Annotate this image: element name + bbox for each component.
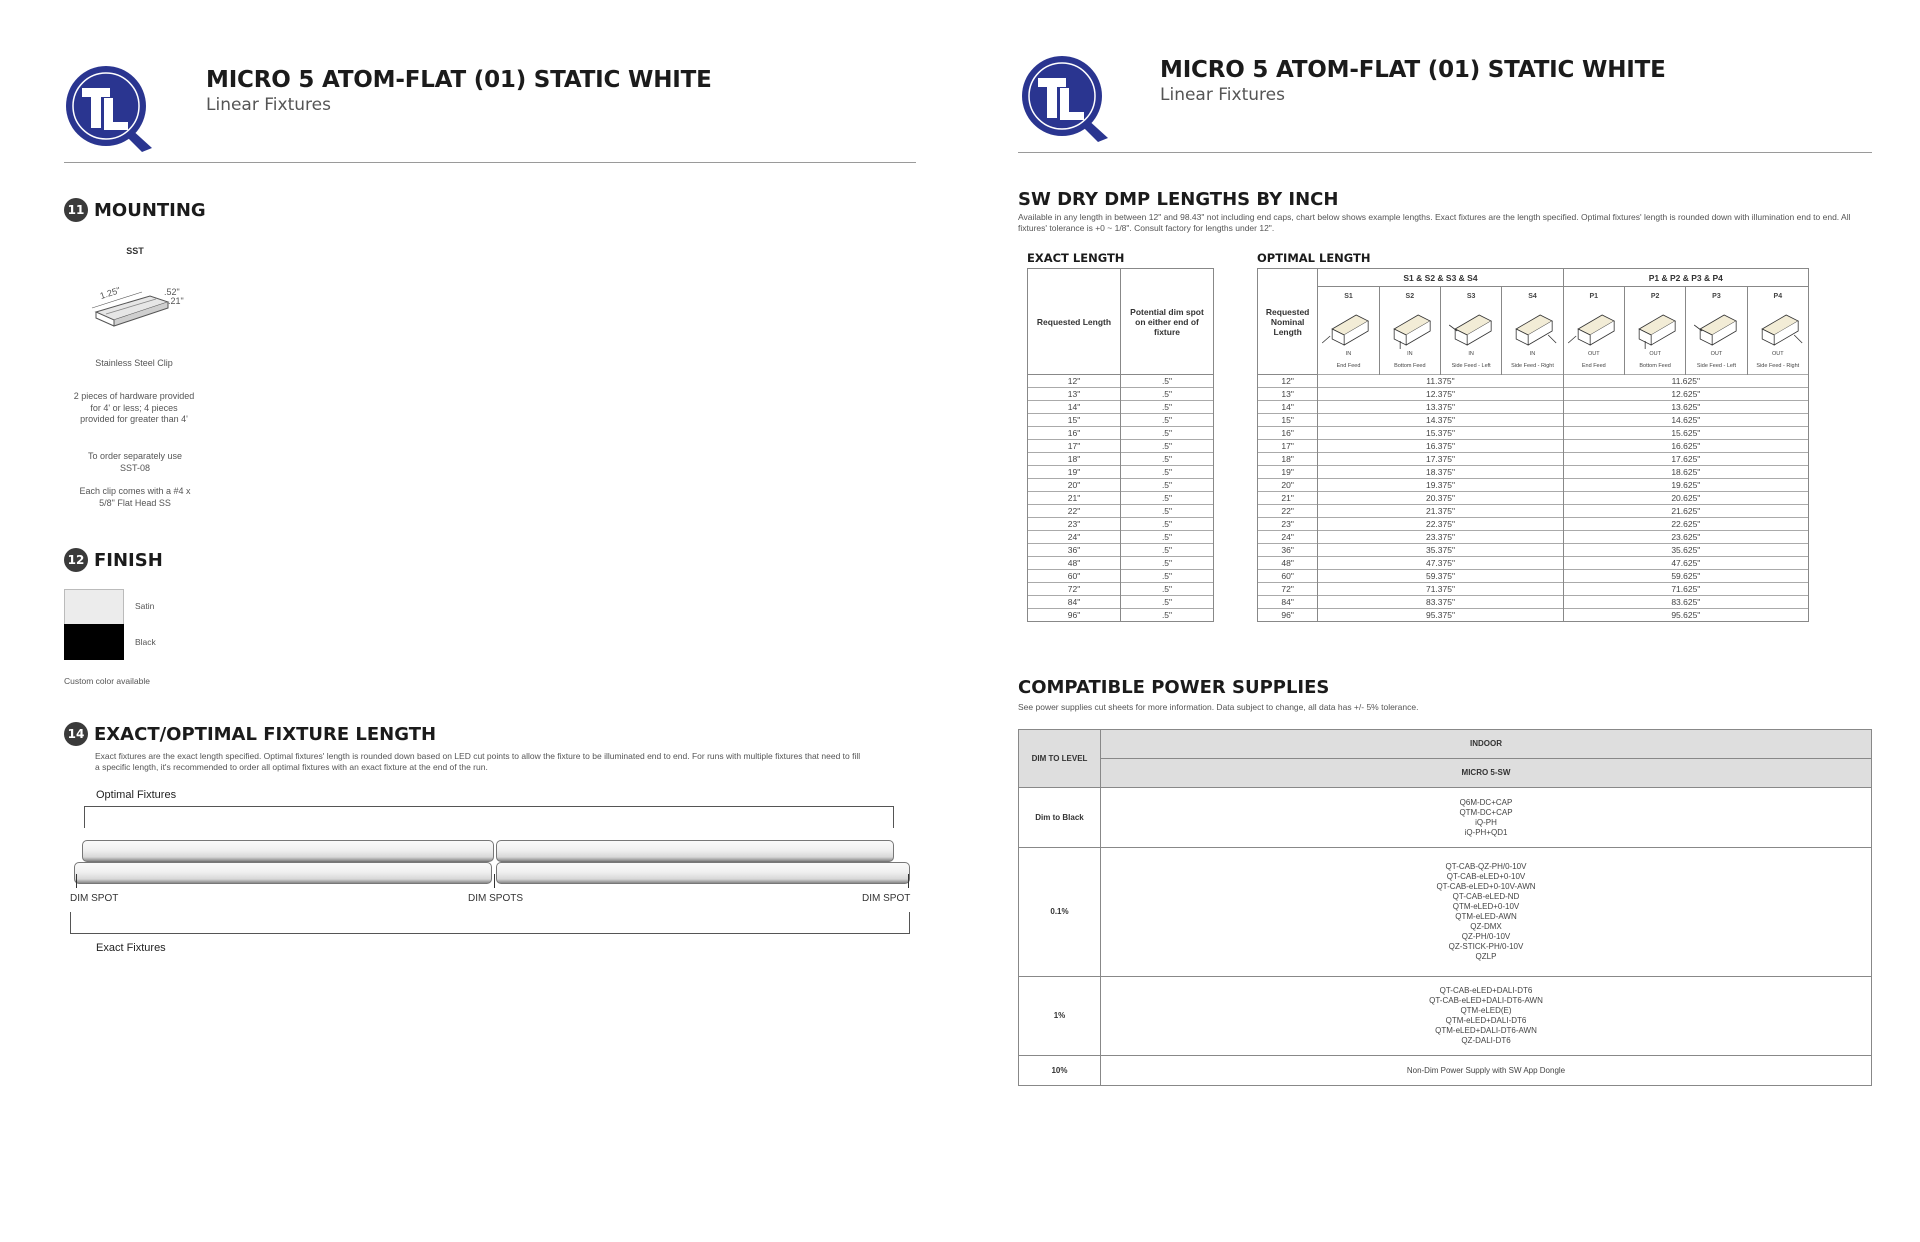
col-dim-spot: Potential dim spot on either end of fixture <box>1121 269 1214 375</box>
table-row <box>1258 570 1809 583</box>
optimal-fixture-2 <box>496 840 894 862</box>
table-row <box>1028 414 1214 427</box>
dim-spot-cell: .5" <box>1121 570 1214 583</box>
section-number: 14 <box>64 722 88 746</box>
dim-spot-cell: .5" <box>1121 388 1214 401</box>
power-supply-item: QZLP <box>1475 952 1497 961</box>
dim-level-cell: 1% <box>1019 977 1101 1056</box>
table-row <box>1028 427 1214 440</box>
section-number: 12 <box>64 548 88 572</box>
requested-length-cell: 24" <box>1028 531 1121 544</box>
nominal-length-cell: 15" <box>1258 414 1318 427</box>
feed-in-label: OUT <box>1649 351 1661 357</box>
col-dim-level: DIM TO LEVEL <box>1019 730 1101 788</box>
col-indoor: INDOOR <box>1101 730 1872 759</box>
group-p-header: P1 & P2 & P3 & P4 <box>1563 269 1808 287</box>
p-length-cell: 21.625" <box>1563 505 1808 518</box>
s-length-cell: 19.375" <box>1318 479 1563 492</box>
power-supply-item: QZ-PH/0-10V <box>1461 932 1511 941</box>
table-row <box>1258 401 1809 414</box>
custom-color-note: Custom color available <box>64 676 150 686</box>
dim-marker-left <box>76 874 77 888</box>
feed-in-label: IN <box>1468 351 1474 357</box>
feed-icon-s-1 <box>1318 287 1379 375</box>
black-swatch <box>64 624 124 660</box>
exact-label: Exact Fixtures <box>96 942 166 954</box>
dim-spot-cell: .5" <box>1121 596 1214 609</box>
power-supply-item: QZ-DMX <box>1470 922 1502 931</box>
requested-length-cell: 15" <box>1028 414 1121 427</box>
nominal-length-cell: 22" <box>1258 505 1318 518</box>
table-row <box>1028 505 1214 518</box>
feed-caption: Side Feed - Right <box>1511 363 1554 369</box>
requested-length-cell: 19" <box>1028 466 1121 479</box>
fixture-box-icon <box>1686 303 1746 351</box>
power-supply-item: QTM-DC+CAP <box>1459 807 1513 817</box>
table-row <box>1258 427 1809 440</box>
table-row <box>1258 505 1809 518</box>
feed-code: S2 <box>1405 293 1415 300</box>
nominal-length-cell: 84" <box>1258 596 1318 609</box>
table-row <box>1028 492 1214 505</box>
p-length-cell: 20.625" <box>1563 492 1808 505</box>
satin-label: Satin <box>135 601 155 611</box>
table-row <box>1028 401 1214 414</box>
hardware-note: 2 pieces of hardware provided for 4' or less; 4 pieces provided for greater than 4' <box>73 391 195 425</box>
s-length-cell: 23.375" <box>1318 531 1563 544</box>
power-supply-list <box>1101 1056 1872 1086</box>
p-length-cell: 83.625" <box>1563 596 1808 609</box>
requested-length-cell: 14" <box>1028 401 1121 414</box>
dim-spot-cell: .5" <box>1121 492 1214 505</box>
col-requested-length: Requested Length <box>1028 269 1121 375</box>
power-supply-list <box>1101 788 1872 848</box>
nominal-length-cell: 19" <box>1258 466 1318 479</box>
dim-level-cell: 0.1% <box>1019 848 1101 977</box>
table-row <box>1028 440 1214 453</box>
dim-spot-cell: .5" <box>1121 401 1214 414</box>
nominal-length-cell: 24" <box>1258 531 1318 544</box>
page-title: MICRO 5 ATOM-FLAT (01) STATIC WHITE <box>206 67 712 93</box>
fixture-box-icon <box>1380 303 1440 351</box>
dim-spots-mid-label: DIM SPOTS <box>468 893 524 904</box>
table-row <box>1028 609 1214 622</box>
power-supply-item: Q6M-DC+CAP <box>1459 797 1513 807</box>
table-row <box>1258 531 1809 544</box>
requested-length-cell: 84" <box>1028 596 1121 609</box>
p-length-cell: 14.625" <box>1563 414 1808 427</box>
power-supply-item: QT-CAB-eLED-ND <box>1452 892 1520 901</box>
exact-fixture-2 <box>496 862 910 884</box>
requested-length-cell: 23" <box>1028 518 1121 531</box>
feed-icon-p-1 <box>1563 287 1624 375</box>
power-supply-item: QZ-STICK-PH/0-10V <box>1448 942 1524 951</box>
dim-spot-cell: .5" <box>1121 531 1214 544</box>
requested-length-cell: 48" <box>1028 557 1121 570</box>
table-row <box>1258 596 1809 609</box>
table-row <box>1258 414 1809 427</box>
table-row <box>1028 583 1214 596</box>
lengths-heading: SW DRY DMP LENGTHS BY INCH <box>1018 189 1339 210</box>
s-length-cell: 17.375" <box>1318 453 1563 466</box>
requested-length-cell: 16" <box>1028 427 1121 440</box>
nominal-length-cell: 36" <box>1258 544 1318 557</box>
feed-caption: Bottom Feed <box>1639 363 1671 369</box>
clip-name: Stainless Steel Clip <box>95 358 173 368</box>
s-length-cell: 12.375" <box>1318 388 1563 401</box>
s-length-cell: 14.375" <box>1318 414 1563 427</box>
feed-in-label: OUT <box>1772 351 1784 357</box>
p-length-cell: 17.625" <box>1563 453 1808 466</box>
requested-length-cell: 72" <box>1028 583 1121 596</box>
table-row <box>1258 557 1809 570</box>
p-length-cell: 47.625" <box>1563 557 1808 570</box>
power-supply-item: iQ-PH <box>1475 817 1497 827</box>
power-row <box>1019 977 1872 1056</box>
p-length-cell: 23.625" <box>1563 531 1808 544</box>
mounting-title: MOUNTING <box>94 199 206 221</box>
s-length-cell: 71.375" <box>1318 583 1563 596</box>
p-length-cell: 19.625" <box>1563 479 1808 492</box>
optimal-length-table <box>1257 268 1809 622</box>
p-length-cell: 11.625" <box>1563 375 1808 388</box>
table-row <box>1258 518 1809 531</box>
table-row <box>1028 518 1214 531</box>
exact-fixture-1 <box>74 862 492 884</box>
p-length-cell: 16.625" <box>1563 440 1808 453</box>
nominal-length-cell: 20" <box>1258 479 1318 492</box>
dim-marker-right <box>908 874 909 888</box>
table-row <box>1028 531 1214 544</box>
p-length-cell: 12.625" <box>1563 388 1808 401</box>
feed-caption: Bottom Feed <box>1394 363 1426 369</box>
dim-spot-cell: .5" <box>1121 375 1214 388</box>
feed-in-label: OUT <box>1587 351 1600 357</box>
s-length-cell: 35.375" <box>1318 544 1563 557</box>
feed-icon-s-3 <box>1440 287 1501 375</box>
power-supply-item: QT-CAB-eLED+DALI-DT6 <box>1439 986 1533 995</box>
exact-bracket <box>70 912 910 934</box>
clip-dim-height: .21" <box>168 296 184 306</box>
table-row <box>1258 375 1809 388</box>
feed-code: P1 <box>1589 293 1599 300</box>
power-supply-item: QT-CAB-eLED+0-10V <box>1446 872 1526 881</box>
power-supply-table <box>1018 729 1872 1086</box>
dim-marker-mid <box>494 874 495 888</box>
table-row <box>1028 544 1214 557</box>
nominal-length-cell: 18" <box>1258 453 1318 466</box>
power-row <box>1019 848 1872 977</box>
feed-code: S1 <box>1344 293 1353 300</box>
dim-spot-cell: .5" <box>1121 609 1214 622</box>
screw-note: Each clip comes with a #4 x 5/8" Flat Head SS <box>79 486 191 508</box>
satin-swatch <box>64 589 124 625</box>
feed-caption: End Feed <box>1336 363 1361 369</box>
power-supply-item: Non-Dim Power Supply with SW App Dongle <box>1406 1065 1566 1075</box>
table-row <box>1028 596 1214 609</box>
feed-icon-p-4 <box>1747 287 1808 375</box>
feed-in-label: OUT <box>1710 351 1723 357</box>
order-note: To order separately use SST-08 <box>87 451 183 473</box>
power-supply-item: QTM-eLED+DALI-DT6-AWN <box>1435 1026 1537 1035</box>
requested-length-cell: 60" <box>1028 570 1121 583</box>
length-heading <box>64 722 436 746</box>
power-supply-item: QZ-DALI-DT6 <box>1461 1036 1511 1045</box>
requested-length-cell: 96" <box>1028 609 1121 622</box>
nominal-length-cell: 13" <box>1258 388 1318 401</box>
table-row <box>1258 388 1809 401</box>
nominal-length-cell: 21" <box>1258 492 1318 505</box>
power-supply-item: QTM-eLED+DALI-DT6 <box>1445 1016 1527 1025</box>
header-divider <box>1018 152 1872 153</box>
p-length-cell: 95.625" <box>1563 609 1808 622</box>
black-label: Black <box>135 637 156 647</box>
fixture-box-icon <box>1502 303 1562 351</box>
nominal-length-cell: 48" <box>1258 557 1318 570</box>
p-length-cell: 35.625" <box>1563 544 1808 557</box>
header-divider <box>64 162 916 163</box>
feed-caption: Side Feed - Right <box>1756 363 1800 369</box>
s-length-cell: 18.375" <box>1318 466 1563 479</box>
requested-length-cell: 13" <box>1028 388 1121 401</box>
s-length-cell: 15.375" <box>1318 427 1563 440</box>
mounting-heading <box>64 198 206 222</box>
table-row <box>1028 453 1214 466</box>
fixture-box-icon <box>1625 303 1685 351</box>
table-row <box>1028 479 1214 492</box>
nominal-length-cell: 14" <box>1258 401 1318 414</box>
power-supply-list <box>1101 848 1872 977</box>
table-row <box>1028 375 1214 388</box>
table-row <box>1028 557 1214 570</box>
s-length-cell: 83.375" <box>1318 596 1563 609</box>
s-length-cell: 95.375" <box>1318 609 1563 622</box>
finish-heading <box>64 548 163 572</box>
dim-spot-cell: .5" <box>1121 557 1214 570</box>
dim-spot-cell: .5" <box>1121 505 1214 518</box>
power-supply-item: QTM-eLED(E) <box>1460 1006 1512 1015</box>
nominal-length-cell: 12" <box>1258 375 1318 388</box>
fixture-box-icon <box>1564 303 1624 351</box>
p-length-cell: 13.625" <box>1563 401 1808 414</box>
nominal-length-cell: 60" <box>1258 570 1318 583</box>
dim-spot-cell: .5" <box>1121 466 1214 479</box>
optimal-label: Optimal Fixtures <box>96 789 177 801</box>
dim-spot-right-label: DIM SPOT <box>862 893 911 904</box>
p-length-cell: 71.625" <box>1563 583 1808 596</box>
page-title: MICRO 5 ATOM-FLAT (01) STATIC WHITE <box>1160 57 1666 83</box>
optimal-fixture-1 <box>82 840 494 862</box>
nominal-length-cell: 23" <box>1258 518 1318 531</box>
clip-dim-width: .52" <box>164 287 180 297</box>
s-length-cell: 59.375" <box>1318 570 1563 583</box>
requested-length-cell: 18" <box>1028 453 1121 466</box>
requested-length-cell: 12" <box>1028 375 1121 388</box>
p-length-cell: 15.625" <box>1563 427 1808 440</box>
feed-icon-s-4 <box>1502 287 1563 375</box>
power-supply-item: QT-CAB-eLED+DALI-DT6-AWN <box>1429 996 1543 1005</box>
feed-code: S4 <box>1528 293 1537 300</box>
feed-caption: End Feed <box>1581 363 1606 369</box>
length-description: Exact fixtures are the exact length specified. Optimal fixtures' length is rounded down based on LED cut points to allow the fixture to be illuminated end to end. For runs with multiple fixtures that need to fill a specific length, it's recommended to order all optimal fixtures with an exact fixture at the end of the run. <box>95 751 861 773</box>
lengths-description: Available in any length in between 12" and 98.43" not including end caps, chart below shows example lengths. Exact fixtures are the length specified. Optimal fixtures' length is rounded down with illumination end to end. All fixtures' tolerance is +0 ~ 1/8". Consult factory for lengths under 12". <box>1018 212 1851 234</box>
s-length-cell: 21.375" <box>1318 505 1563 518</box>
col-nominal-length: Requested Nominal Length <box>1258 269 1318 375</box>
power-supply-list <box>1101 977 1872 1056</box>
dim-spot-cell: .5" <box>1121 479 1214 492</box>
s-length-cell: 16.375" <box>1318 440 1563 453</box>
requested-length-cell: 22" <box>1028 505 1121 518</box>
feed-in-label: IN <box>1407 351 1413 357</box>
feed-code: P4 <box>1773 293 1783 300</box>
table-row <box>1258 440 1809 453</box>
p-length-cell: 22.625" <box>1563 518 1808 531</box>
s-length-cell: 13.375" <box>1318 401 1563 414</box>
table-row <box>1258 492 1809 505</box>
feed-icon-p-2 <box>1624 287 1685 375</box>
s-length-cell: 47.375" <box>1318 557 1563 570</box>
exact-length-label: EXACT LENGTH <box>1027 251 1125 265</box>
power-supply-item: QT-CAB-eLED+0-10V-AWN <box>1436 882 1536 891</box>
dim-spot-cell: .5" <box>1121 427 1214 440</box>
nominal-length-cell: 96" <box>1258 609 1318 622</box>
requested-length-cell: 36" <box>1028 544 1121 557</box>
table-row <box>1028 570 1214 583</box>
table-row <box>1258 479 1809 492</box>
power-row <box>1019 1056 1872 1086</box>
requested-length-cell: 20" <box>1028 479 1121 492</box>
page-subtitle: Linear Fixtures <box>206 95 331 115</box>
page-subtitle: Linear Fixtures <box>1160 85 1285 105</box>
nominal-length-cell: 17" <box>1258 440 1318 453</box>
dim-spot-cell: .5" <box>1121 544 1214 557</box>
group-s-header: S1 & S2 & S3 & S4 <box>1318 269 1563 287</box>
feed-icon-s-2 <box>1379 287 1440 375</box>
feed-icon-p-3 <box>1686 287 1747 375</box>
feed-code: S3 <box>1466 293 1476 300</box>
table-row <box>1258 453 1809 466</box>
power-supply-item: QT-CAB-QZ-PH/0-10V <box>1445 862 1527 871</box>
fixture-box-icon <box>1441 303 1501 351</box>
table-row <box>1258 466 1809 479</box>
feed-caption: Side Feed - Left <box>1696 363 1737 369</box>
table-row <box>1258 609 1809 622</box>
fixture-box-icon <box>1318 303 1378 351</box>
dim-spot-cell: .5" <box>1121 583 1214 596</box>
section-number: 11 <box>64 198 88 222</box>
s-length-cell: 11.375" <box>1318 375 1563 388</box>
mounting-code: SST <box>126 246 144 256</box>
power-description: See power supplies cut sheets for more information. Data subject to change, all data has +/- 5% tolerance. <box>1018 702 1419 712</box>
s-length-cell: 22.375" <box>1318 518 1563 531</box>
p-length-cell: 18.625" <box>1563 466 1808 479</box>
finish-title: FINISH <box>94 549 163 571</box>
clip-dim-length: 1.25" <box>98 285 122 301</box>
fixture-box-icon <box>1748 303 1808 351</box>
optimal-bracket <box>84 806 894 828</box>
dim-level-cell: 10% <box>1019 1056 1101 1086</box>
table-row <box>1258 583 1809 596</box>
dim-spot-cell: .5" <box>1121 453 1214 466</box>
length-title: EXACT/OPTIMAL FIXTURE LENGTH <box>94 723 437 745</box>
table-row <box>1028 466 1214 479</box>
nominal-length-cell: 72" <box>1258 583 1318 596</box>
brand-logo <box>1016 52 1116 142</box>
dim-level-cell: Dim to Black <box>1019 788 1101 848</box>
requested-length-cell: 21" <box>1028 492 1121 505</box>
col-product: MICRO 5-SW <box>1101 759 1872 788</box>
feed-caption: Side Feed - Left <box>1451 363 1491 369</box>
dim-spot-cell: .5" <box>1121 414 1214 427</box>
feed-in-label: IN <box>1529 351 1536 357</box>
s-length-cell: 20.375" <box>1318 492 1563 505</box>
requested-length-cell: 17" <box>1028 440 1121 453</box>
dim-spot-left-label: DIM SPOT <box>70 893 119 904</box>
power-row <box>1019 788 1872 848</box>
power-supply-item: iQ-PH+QD1 <box>1464 827 1508 837</box>
p-length-cell: 59.625" <box>1563 570 1808 583</box>
nominal-length-cell: 16" <box>1258 427 1318 440</box>
dim-spot-cell: .5" <box>1121 518 1214 531</box>
power-heading: COMPATIBLE POWER SUPPLIES <box>1018 677 1330 698</box>
power-supply-item: QTM-eLED-AWN <box>1455 912 1517 921</box>
table-row <box>1028 388 1214 401</box>
optimal-length-label: OPTIMAL LENGTH <box>1257 251 1371 265</box>
brand-logo <box>60 62 160 152</box>
feed-in-label: IN <box>1345 351 1352 357</box>
table-row <box>1258 544 1809 557</box>
feed-code: P3 <box>1712 293 1721 300</box>
dim-spot-cell: .5" <box>1121 440 1214 453</box>
feed-code: P2 <box>1650 293 1660 300</box>
exact-length-table <box>1027 268 1214 622</box>
power-supply-item: QTM-eLED+0-10V <box>1452 902 1520 911</box>
